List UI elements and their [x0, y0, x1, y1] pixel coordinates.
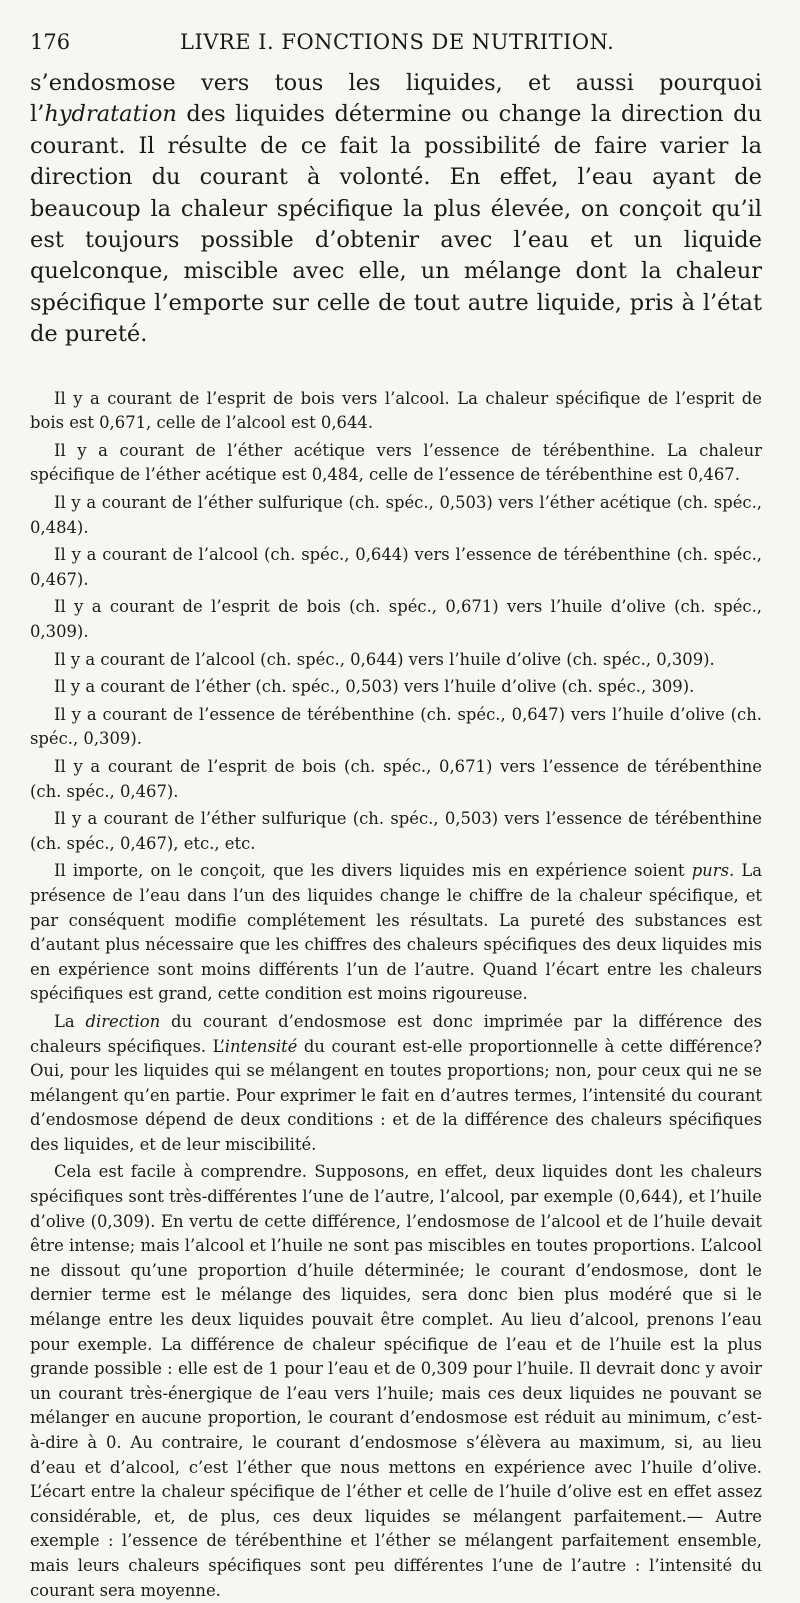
experiment-item: Il y a courant de l’éther sulfurique (ch. spéc., 0,503) vers l’éther acétique (ch. spéc., 0,484). [30, 493, 762, 537]
page-number: 176 [30, 30, 71, 54]
experiment-item: Il y a courant de l’alcool (ch. spéc., 0,644) vers l’essence de térébenthine (ch. spéc., 0,467). [30, 545, 762, 589]
experiment-item: Il y a courant de l’éther acétique vers l’essence de térébenthine. La chaleur spécifique de l’éther acétique est 0,484, celle de l’essence de térébenthine est 0,467. [30, 440, 762, 485]
experiment-item: Il y a courant de l’éther sulfurique (ch. spéc., 0,503) vers l’essence de térébenthine (ch. spéc., 0,467), etc., etc. [30, 809, 762, 853]
emphasis-intensite: intensité [224, 1036, 298, 1056]
page-header [30, 30, 762, 64]
experiment-item: Il y a courant de l’esprit de bois vers l’alcool. La chaleur spécifique de l’esprit de bois est 0,671, celle de l’alcool est 0,644. [30, 388, 762, 433]
experiment-item: Il y a courant de l’esprit de bois (ch. spéc., 0,671) vers l’essence de térébenthine (ch. spéc., 0,467). [30, 756, 762, 801]
emphasis-purs: purs [691, 861, 729, 881]
paragraph-purity: Il importe, on le conçoit, que les divers liquides mis en expérience soient purs. La présence de l’eau dans l’un des liquides change le chiffre de la chaleur spécifique, et par conséquent modifie complétement les résultats. La pureté des substances est d’autant plus nécessaire que les chiffres des chaleurs spécifiques des deux liquides mis en expérience sont moins différents l’un de l’autre. Quand l’écart entre les chaleurs spécifiques est grand, cette condition est moins rigoureuse. [30, 861, 762, 1004]
emphasis-hydratation: hydratation [44, 101, 177, 128]
lead-paragraph-block [30, 68, 762, 351]
experiment-item: Il y a courant de l’éther (ch. spéc., 0,503) vers l’huile d’olive (ch. spéc., 309). [54, 677, 695, 697]
emphasis-direction: direction [85, 1011, 161, 1031]
lead-paragraph: s’endosmose vers tous les liquides, et aussi pourquoi l’hydratation des liquides détermine ou change la direction du courant. Il résulte de ce fait la possibilité de faire varier la direction du courant à volonté. En effet, l’eau ayant de beaucoup la chaleur spécifique la plus élevée, on conçoit qu’il est toujours possible d’obtenir avec l’eau et un liquide quelconque, miscible avec elle, un mélange dont la chaleur spécifique l’emporte sur celle de tout autre liquide, pris à l’état de pureté. [30, 70, 762, 348]
running-title: LIVRE I. FONCTIONS DE NUTRITION. [180, 30, 615, 54]
paragraph-example: Cela est facile à comprendre. Supposons, en effet, deux liquides dont les chaleurs spécifiques sont très-différentes l’une de l’autre, l’alcool, par exemple (0,644), et l’huile d’olive (0,309). En vertu de cette différence, l’endosmose de l’alcool et de l’huile devait être intense; mais l’alcool et l’huile ne sont pas miscibles en toutes proportions. L’alcool ne dissout qu’une proportion d’huile déterminée; le courant d’endosmose, dont le dernier terme est le mélange des liquides, sera donc bien plus modéré que si le mélange entre les deux liquides pouvait être complet. Au lieu d’alcool, prenons l’eau pour exemple. La différence de chaleur spécifique de l’eau et de l’huile est la plus grande possible : elle est de 1 pour l’eau et de 0,309 pour l’huile. Il devrait donc y avoir un courant très-énergique de l’eau vers l’huile; mais ces deux liquides ne pouvant se mélanger en aucune proportion, le courant d’endosmose est réduit au minimum, c’est-à-dire à 0. Au contraire, le courant d’endosmose s’élèvera au maximum, si, au lieu d’eau et d’alcool, c’est l’éther que nous mettons en expérience avec l’huile d’olive. L’écart entre la chaleur spécifique de l’éther et celle de l’huile d’olive est en effet assez considérable, et, de plus, ces deux liquides se mélangent parfaitement.— Autre exemple : l’essence de térébenthine et l’éther se mélangent parfaitement ensemble, mais leurs chaleurs spécifiques sont peu différentes l’une de l’autre : l’intensité du courant sera moyenne. [30, 1162, 762, 1600]
paragraph-direction: La direction du courant d’endosmose est donc imprimée par la différence des chaleurs spécifiques. L’intensité du courant est-elle proportionnelle à cette différence? Oui, pour les liquides qui se mélangent en toutes proportions; non, pour ceux qui ne se mélangent qu’en partie. Pour exprimer le fait en d’autres termes, l’intensité du courant d’endosmose dépend de deux conditions : et de la différence des chaleurs spécifiques des liquides, et de leur miscibilité. [30, 1011, 762, 1154]
experiment-item: Il y a courant de l’alcool (ch. spéc., 0,644) vers l’huile d’olive (ch. spéc., 0,309). [54, 649, 715, 669]
small-print-block [30, 387, 762, 1603]
experiment-item: Il y a courant de l’esprit de bois (ch. spéc., 0,671) vers l’huile d’olive (ch. spéc., 0,309). [30, 597, 762, 641]
experiment-item: Il y a courant de l’essence de térébenthine (ch. spéc., 0,647) vers l’huile d’olive (ch. spéc., 0,309). [30, 704, 762, 749]
